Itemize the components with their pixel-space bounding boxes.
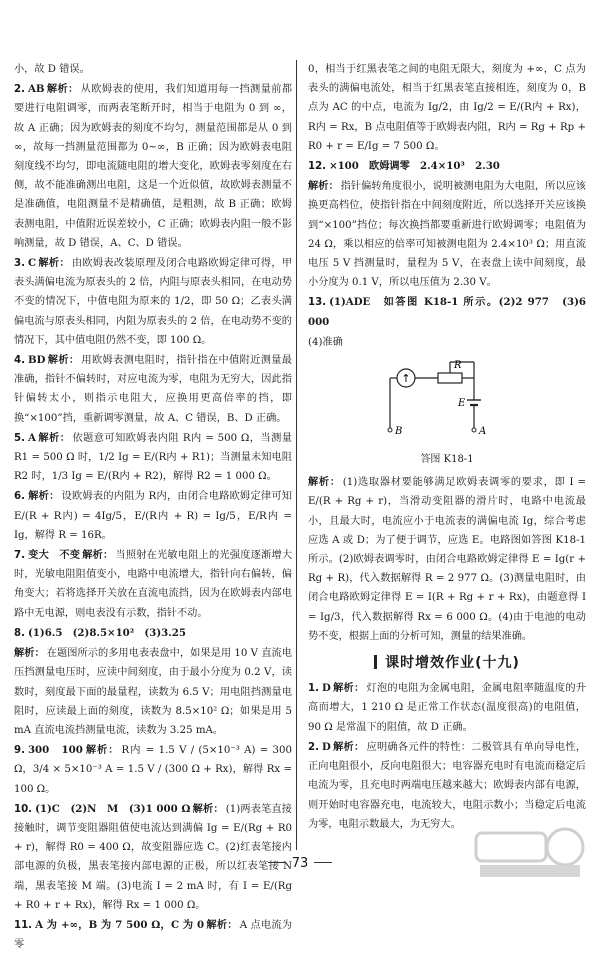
entry-text: 小，故 D 错误。: [14, 64, 90, 75]
entry-label: 解析：: [14, 648, 45, 660]
entry-text: 0，相当于红黑表笔之间的电阻无限大，刻度为 +∞，C 点为表头的满偏电流处，相当于红黑表笔直接相连，刻度为 0，B 点为 AC 的中点，电流为 Ig/2，由 Ig/2 = E/(R内 + Rx)，R内 = Rx，B 点电阻值等于欧姆表内阻，R内 = Rg + Rp + R0 + r = E/Ig = 7 500 Ω。: [308, 64, 586, 152]
entry-answer: D: [321, 682, 331, 695]
entry-text: R内 = 1.5 V / (5×10⁻³ A) = 300 Ω，3/4 × 5×10⁻³ A = 1.5 V / (300 Ω + Rx)，解得 Rx = 100 Ω。: [14, 745, 293, 795]
answer-entry: [14, 487, 292, 545]
ammeter-arrow: ↑: [401, 372, 411, 386]
entry-answer: (1)C (2)N M (3)1 000 Ω: [35, 802, 191, 815]
right-column: [308, 60, 586, 835]
left-column: [14, 60, 292, 955]
entry-number: 10.: [14, 803, 33, 815]
entry-label: 解析：: [332, 741, 365, 753]
entry-answer: ×100 欧姆调零 2.4×10³ 2.30: [329, 160, 500, 173]
watermark-logo: [470, 825, 590, 880]
entry-number: 2.: [14, 84, 25, 96]
answer-entry: [308, 60, 586, 156]
entry-text: 指针偏转角度很小，说明被测电阻为大电阻，所以应该换更高档位，使指针指在中间刻度附近，所以选择开关应该换到“×100”挡位；每次换挡都要重新进行欧姆调零；电阻值为 24 Ω，乘以相应的倍率可知被测电阻为 2.4×10³ Ω；用直流电压 5 V 挡测量时，量程为 5 V，在表盘上读中间刻度，最小分度为 0.1 V，所以电压值为 2.30 V。: [308, 181, 586, 289]
label-A: A: [479, 426, 487, 438]
entry-text: A 点电流为零: [14, 919, 292, 951]
answer-entry: [308, 333, 586, 352]
entry-text: 灯泡的电阻为金属电阻，金属电阻率随温度的升高而增大，1 210 Ω 是正常工作状态(温度很高)的电阻值，90 Ω 是常温下的阻值，故 D 正确。: [308, 683, 587, 733]
answer-entry: [14, 546, 292, 623]
page-number-dash-right: [314, 862, 332, 863]
entry-answer: 300 100: [27, 744, 83, 757]
right-column-after-figure: [308, 473, 586, 646]
entry-label: 解析：: [308, 181, 339, 193]
answer-entry: [308, 679, 586, 737]
entry-number: 4.: [14, 355, 25, 367]
entry-text: 设欧姆表的内阻为 R内，由闭合电路欧姆定律可知 E/(R + R内) = 4Ig/5，E/(R内 + R) = Ig/5，E/R内 = Ig，解得 R = 16R。: [14, 491, 292, 541]
answer-entry: [308, 293, 586, 331]
answer-entry: [14, 351, 292, 428]
entry-number: 3.: [14, 258, 25, 270]
entry-number: 11.: [14, 919, 33, 931]
entry-answer: (1)6.5 (2)8.5×10² (3)3.25: [27, 626, 186, 639]
section-title-text: 课时增效作业(十九): [385, 655, 520, 672]
entry-number: 5.: [14, 432, 25, 444]
entry-label: 解析：: [84, 745, 120, 757]
circuit-diagram: [378, 356, 498, 448]
answer-entry: [308, 473, 586, 646]
page-number-dash-left: [268, 862, 286, 863]
answer-entry: [308, 177, 586, 292]
entry-label: 解析：: [46, 84, 79, 96]
answer-entry: [14, 254, 292, 350]
entry-number: 13.: [308, 297, 327, 309]
entry-number: 1.: [308, 683, 319, 695]
entry-text: 应明确各元件的特性：二极管具有单向导电性，正向电阻很小，反向电阻很大；电容器充电时有电流而稳定后电流为零，且充电时两端电压越来越大；欧姆表内部有电源，则开始时电容器充电，电流较大，电阻示数小；当稳定后电流为零，电阻示数最大，为无穷大。: [308, 741, 587, 830]
answer-entry: [14, 80, 292, 253]
entry-text: 当照射在光敏电阻上的光强度逐渐增大时，光敏电阻阻值变小，电路中电流增大，指针向右偏转，偏角变大；若将选择开关放在直流电流挡，因为在欧姆表内部电路中无电源，则电表没有示数，指针不动。: [14, 550, 293, 619]
answer-entry: [14, 644, 292, 740]
entry-label: 解析：: [37, 432, 71, 444]
entry-text: (4)准确: [308, 336, 343, 348]
section-title: [308, 654, 586, 673]
entry-label: 解析：: [192, 803, 224, 815]
page-number-text: 73: [291, 856, 309, 871]
entry-text: 依题意可知欧姆表内阻 R内 = 500 Ω，当测量 R1 = 500 Ω 时，1/2 Ig = E/(R内 + R1)；当测量未知电阻 R2 时，1/3 Ig = E/(R内 + R2)，解得 R2 = 1 000 Ω。: [14, 432, 292, 483]
entry-answer: BD: [27, 354, 46, 367]
entry-text: 用欧姆表测电阻时，指针指在中值附近测量最准确，指针不偏转时，对应电流为零，电阻为无穷大，因此指针偏转太小，则指示电阻大，应换用更高倍率的挡，即换“×100”挡，重新调零测量，故 A、C 错误，B、D 正确。: [14, 355, 292, 424]
entry-label: 解析：: [82, 550, 114, 562]
entry-number: 8.: [14, 627, 25, 639]
entry-text: (1)两表笔直接接触时，调节变阻器阻值使电流达到满偏 Ig = E/(Rg + R0 + r)，解得 R0 = 400 Ω，故变阻器应选 C。(2)红表笔接内部电源的负极，黑表笔接内部电源的正极，所以红表笔接 N 端，黑表笔接 M 端。(3)电流 I = 2 mA 时，有 I = E/(Rg + R0 + r + Rx)，解得 Rx = 1 000 Ω。: [14, 803, 292, 911]
entry-answer: A: [27, 431, 36, 444]
entry-answer: C: [27, 257, 37, 270]
entry-text: 从欧姆表的使用，我们知道用每一挡测量前都要进行电阻调零，而两表笔断开时，相当于电阻为 0 到 ∞，故 A 正确；因为欧姆表的刻度不均匀，测量范围都是从 0 到 ∞，故每一挡测量范围都为 0~∞，B 正确；因为欧姆表电阻刻度线不均匀，即电流随电阻的增大变化，欧姆表零刻度在右侧，故不能准确测出电阻，这是一个近似值，故欧姆表测量不是准确值，电阻测量不是精确值，是粗测，故 B 正确；欧姆表测电阻，中值附近误差较小，C 正确；欧姆表内阻一般不影响测量，故 D 错误，A、C、D 错误。: [14, 84, 293, 249]
right-column-top: [308, 60, 586, 352]
entry-number: 7.: [14, 550, 25, 562]
entry-answer: D: [321, 740, 331, 753]
entry-answer: (1)ADE 如答图 K18-1 所示。(2)2 977 (3)6 000: [308, 296, 586, 328]
answer-entry: [14, 916, 292, 954]
answer-entry: [308, 157, 586, 176]
entry-text: (1)选取器材要能够满足欧姆表调零的要求，即 I = E/(R + Rg + r)，当滑动变阻器的滑片时，电路中电流最小，且最大时，电流应小于电流表的满偏电流 Ig，综合考虑应选 A 或 D；为了便于调节，应选 E。电路图如答图 K18-1 所示。(2)欧姆表调零时，由闭合电路欧姆定律得 E = Ig(r + Rg + R)，代入数据解得 R = 2 977 Ω。(3)测量电阻时，由闭合电路欧姆定律得 E = I(R + Rg + r + Rx)，由题意得 I = Ig/3，代入数据解得 Rx = 6 000 Ω。(4)由于电池的电动势不变，根据上面的分析可知，测量的结果准确。: [308, 477, 587, 642]
entry-label: 解析：: [206, 919, 238, 931]
answer-entry: [14, 741, 292, 799]
label-R: R: [454, 360, 462, 372]
rheostat-symbol: [438, 373, 462, 383]
entry-label: 解析：: [308, 477, 341, 489]
entry-label: 解析：: [27, 491, 60, 503]
entry-answer: AB: [27, 83, 45, 96]
entry-answer: 变大 不变: [27, 549, 81, 562]
entry-answer: A 为 +∞，B 为 7 500 Ω，C 为 0: [35, 918, 205, 931]
column-divider: [296, 60, 297, 850]
entry-label: 解析：: [332, 683, 365, 695]
entry-text: 由欧姆表改装原理及闭合电路欧姆定律可得，甲表头满偏电流为原表头的 2 倍，内阻与原表头相同，在电动势不变的情况下，中值电阻为原来的 1/2，即 50 Ω；乙表头满偏电流与原表头相同，内阻为原表头的 2 倍，在电动势不变的情况下，其中值电阻仍然不变，即 100 Ω。: [14, 258, 293, 346]
answer-entry: [308, 738, 586, 834]
circuit-figure: [378, 356, 498, 448]
label-B: B: [395, 426, 403, 438]
answer-entry: [14, 429, 292, 487]
entry-number: 12.: [308, 161, 327, 173]
entry-number: 2.: [308, 741, 319, 753]
section-entries: [308, 679, 586, 834]
entry-text: 在题图所示的多用电表表盘中，如果是用 10 V 直流电压挡测量电压时，应读中间刻度，由于最小分度为 0.2 V，读数时，刻度最下面的最量程，读数为 6.5 V；用电阻挡测量电阻时，应读最上面的刻度，读数为 8.5×10² Ω；如果是用 5 mA 直流电流挡测量电流，读数为 3.25 mA。: [14, 648, 292, 736]
label-E: E: [458, 398, 466, 410]
answer-entry: [14, 624, 292, 643]
entry-number: 6.: [14, 491, 25, 503]
entry-label: 解析：: [38, 258, 70, 270]
answer-entry: [14, 60, 292, 79]
figure-caption: 答图 K18-1: [420, 454, 474, 466]
entry-number: 9.: [14, 745, 25, 757]
section-title-mark: [374, 655, 377, 669]
entry-label: 解析：: [47, 355, 80, 367]
